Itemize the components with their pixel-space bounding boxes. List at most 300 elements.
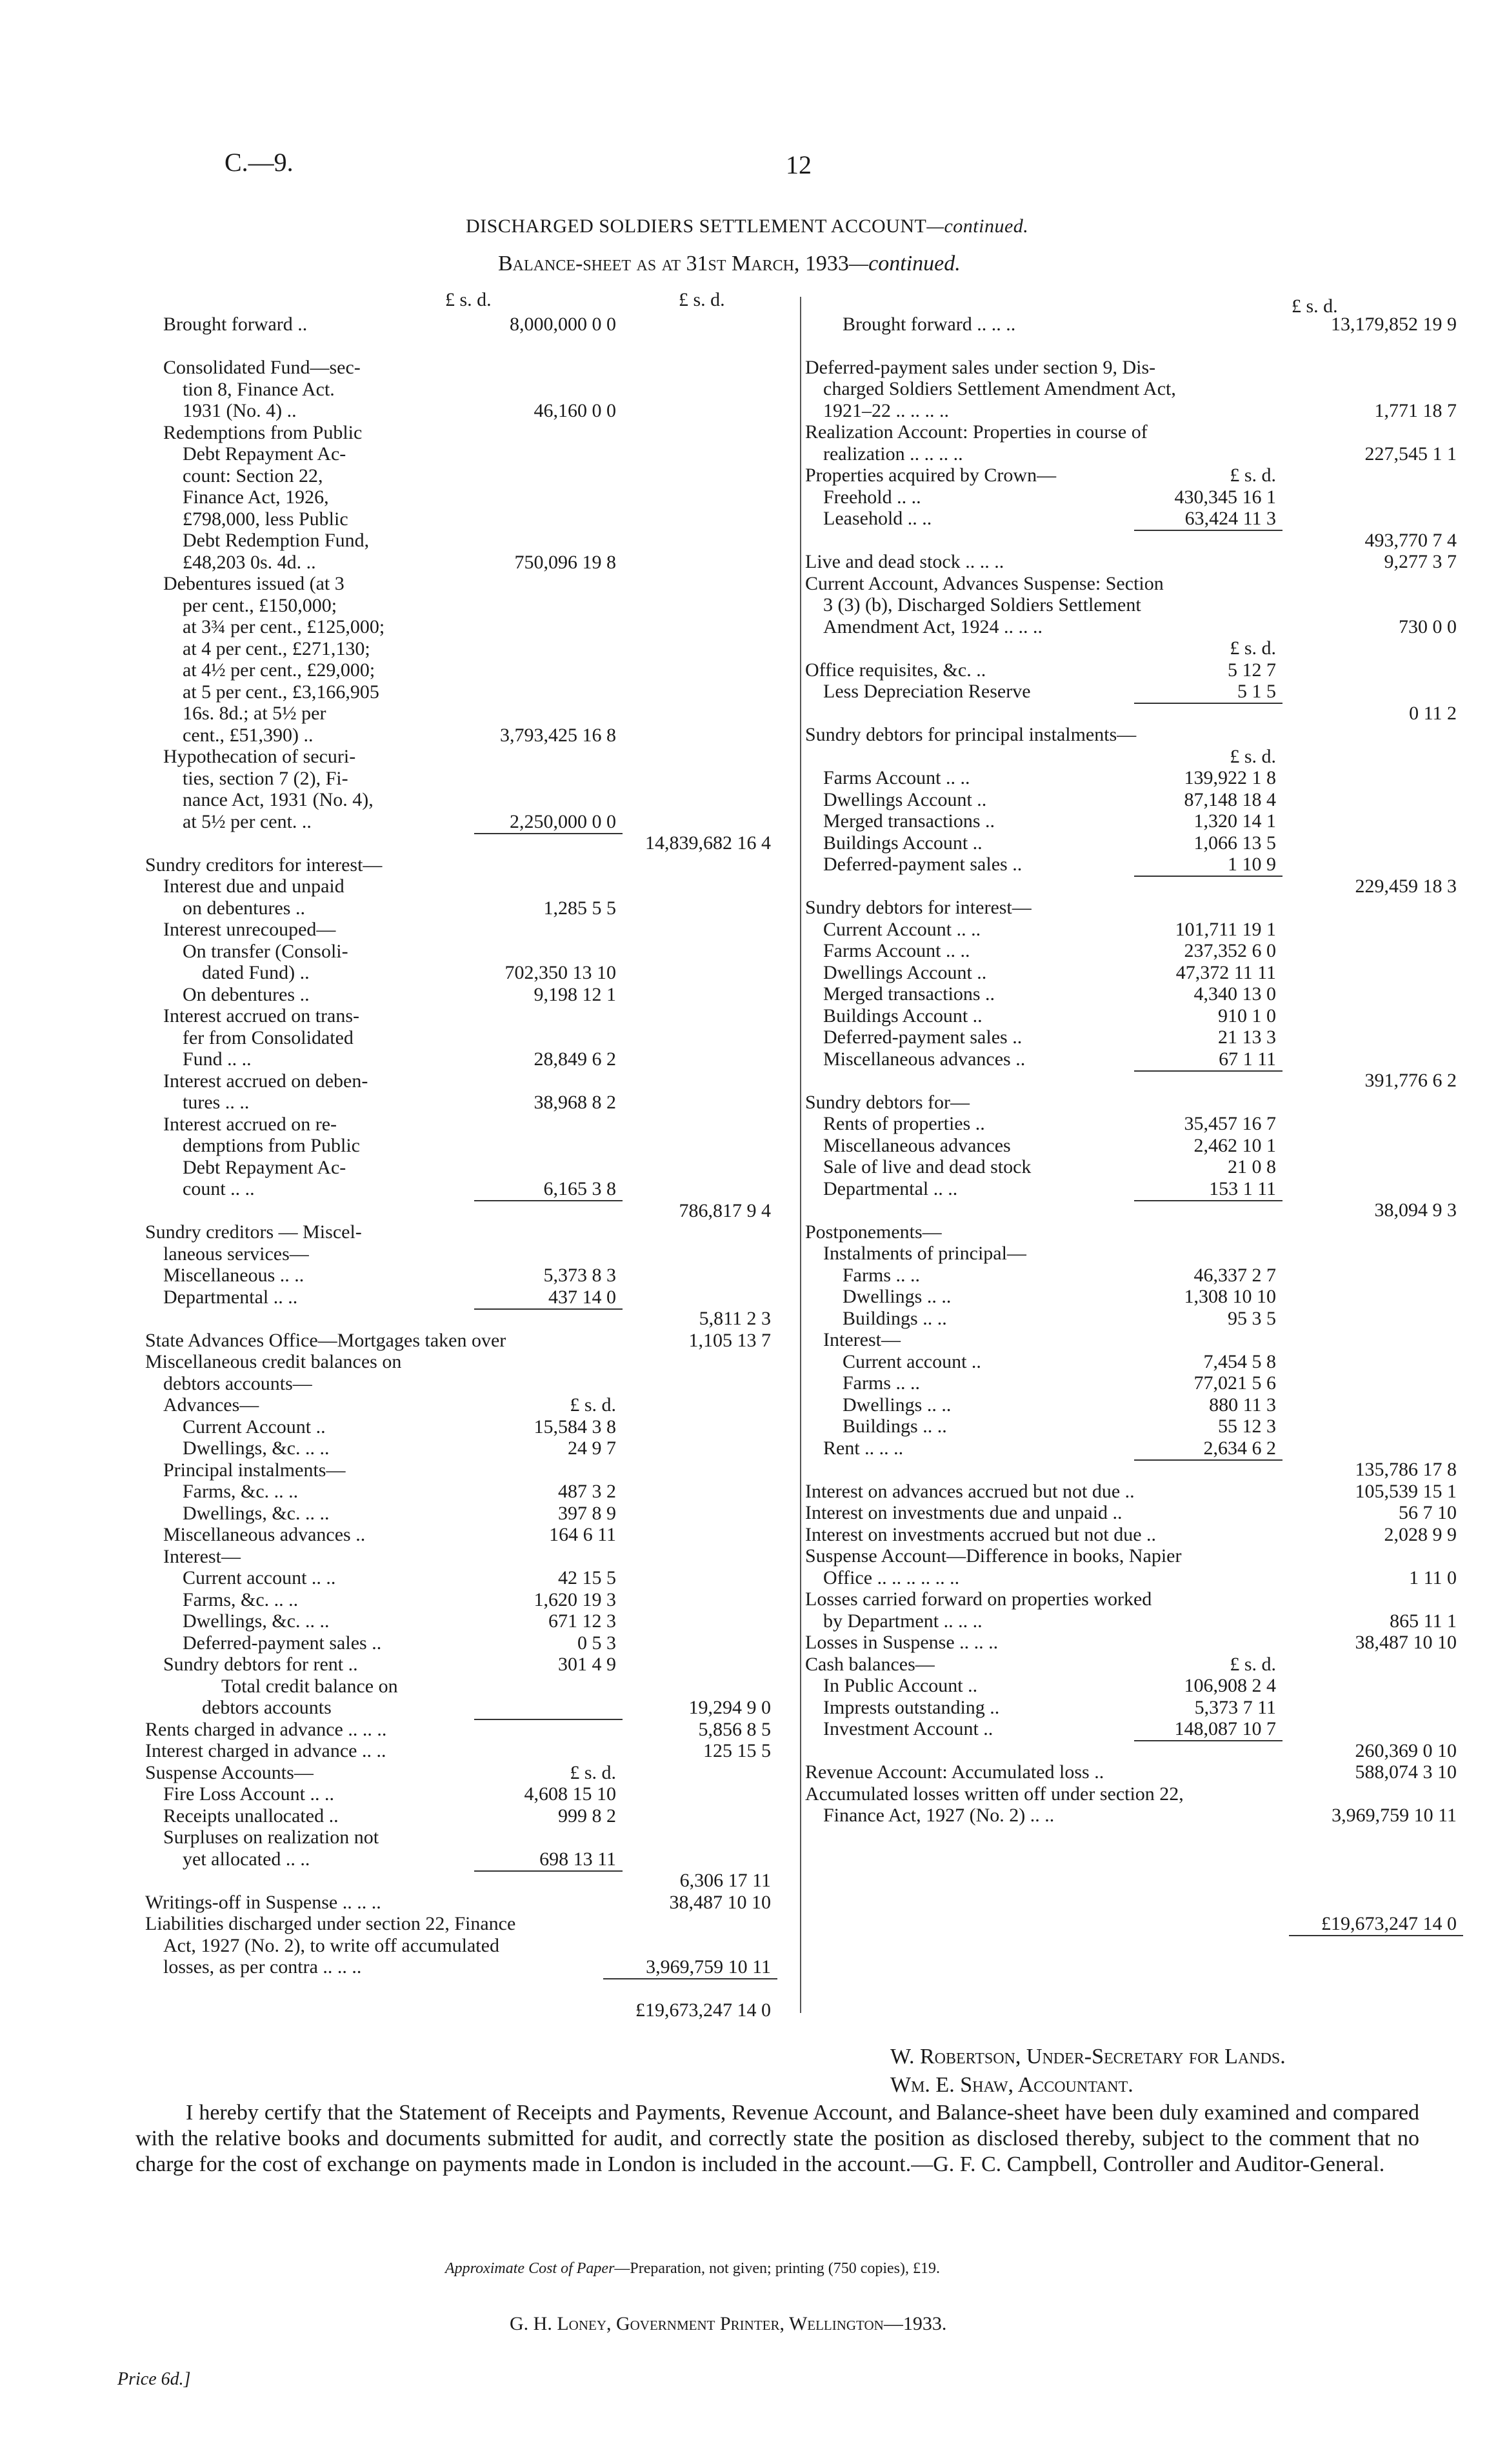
line-label: Debt Repayment Ac- xyxy=(183,1156,346,1178)
line-label: Live and dead stock .. .. .. xyxy=(805,551,1004,572)
right-row xyxy=(805,1135,1489,1157)
line-label: Farms .. .. xyxy=(843,1372,920,1394)
line-label: In Public Account .. xyxy=(823,1675,978,1696)
line-label: Suspense Account—Difference in books, Napier xyxy=(805,1545,1182,1567)
inner-amount: 397 8 9 xyxy=(558,1502,616,1524)
inner-amount: 5 12 7 xyxy=(1228,659,1276,681)
line-label: Rents charged in advance .. .. .. xyxy=(145,1718,387,1740)
left-column-header-1: £ s. d. xyxy=(445,289,492,310)
line-label: Interest on investments due and unpaid .. xyxy=(805,1502,1123,1523)
right-row xyxy=(805,1092,1489,1114)
line-label: Buildings .. .. xyxy=(843,1307,947,1329)
right-row xyxy=(805,919,1489,941)
line-label: losses, as per contra .. .. .. xyxy=(163,1956,362,1978)
right-row xyxy=(805,1740,1489,1762)
left-row xyxy=(145,1437,790,1459)
total-amount: 135,786 17 8 xyxy=(1355,1459,1457,1480)
inner-amount: 153 1 11 xyxy=(1209,1177,1276,1199)
line-label: Deferred-payment sales .. xyxy=(183,1632,382,1654)
line-label: 3 (3) (b), Discharged Soldiers Settlement xyxy=(823,594,1141,616)
line-label: nance Act, 1931 (No. 4), xyxy=(183,789,374,810)
inner-amount: 87,148 18 4 xyxy=(1184,788,1276,810)
line-label: Writings-off in Suspense .. .. .. xyxy=(145,1891,381,1913)
left-row xyxy=(145,1243,790,1265)
total-amount: 1 11 0 xyxy=(1409,1567,1457,1588)
left-row xyxy=(145,1287,790,1308)
line-label: 16s. 8d.; at 5½ per xyxy=(183,703,326,724)
line-label: at 4½ per cent., £29,000; xyxy=(183,659,375,681)
inner-amount: 910 1 0 xyxy=(1218,1005,1276,1027)
line-label: Office .. .. .. .. .. .. xyxy=(823,1567,960,1588)
right-row xyxy=(805,1718,1489,1740)
left-row xyxy=(145,443,790,465)
right-row xyxy=(805,1545,1489,1567)
left-row xyxy=(145,1610,790,1632)
inner-amount: 3,793,425 16 8 xyxy=(500,724,616,746)
inner-amount: 15,584 3 8 xyxy=(534,1416,616,1437)
subtitle-main: Balance-sheet as at 31st March, 1933 xyxy=(498,252,849,275)
inner-amount: 9,198 12 1 xyxy=(534,983,616,1005)
line-label: Total credit balance on xyxy=(221,1675,398,1697)
line-label: Sundry creditors for interest— xyxy=(145,854,383,876)
cost-note xyxy=(445,2260,940,2278)
line-label: Buildings Account .. xyxy=(823,832,983,854)
inner-amount: 46,337 2 7 xyxy=(1193,1264,1276,1286)
right-row xyxy=(805,1048,1489,1070)
line-label: dated Fund) .. xyxy=(202,962,310,983)
inner-amount: 101,711 19 1 xyxy=(1175,918,1276,940)
inner-amount: 21 13 3 xyxy=(1218,1027,1276,1048)
right-row xyxy=(805,1654,1489,1676)
line-label: Merged transactions .. xyxy=(823,810,995,832)
line-label: Advances— xyxy=(163,1394,259,1416)
line-label: Dwellings, &c. .. .. xyxy=(183,1437,330,1459)
inner-amount: £ s. d. xyxy=(1230,745,1276,767)
right-row xyxy=(805,1761,1489,1783)
line-label: Interest due and unpaid xyxy=(163,876,344,897)
inner-amount: 21 0 8 xyxy=(1228,1156,1276,1177)
right-row xyxy=(805,832,1489,854)
line-label: Act, 1927 (No. 2), to write off accumulated xyxy=(163,1934,499,1956)
inner-amount: 437 14 0 xyxy=(548,1286,616,1308)
line-label: Current account .. .. xyxy=(183,1567,336,1588)
total-amount: 56 7 10 xyxy=(1399,1502,1457,1523)
line-label: Farms Account .. .. xyxy=(823,940,970,961)
inner-amount: 7,454 5 8 xyxy=(1203,1350,1276,1372)
right-row xyxy=(805,421,1489,443)
right-row xyxy=(805,357,1489,379)
left-row xyxy=(145,659,790,681)
line-label: cent., £51,390) .. xyxy=(183,724,314,746)
line-label: Liabilities discharged under section 22, Finance xyxy=(145,1913,516,1934)
inner-amount: 702,350 13 10 xyxy=(504,962,616,983)
right-row xyxy=(805,1178,1489,1200)
line-label: Interest accrued on re- xyxy=(163,1113,337,1135)
signature-accountant: Wm. E. Shaw, Accountant. xyxy=(890,2073,1133,2097)
right-row xyxy=(805,594,1489,616)
inner-amount: 95 3 5 xyxy=(1228,1307,1276,1329)
right-row xyxy=(805,1459,1489,1481)
line-label: tures .. .. xyxy=(183,1092,250,1113)
page-subtitle xyxy=(498,252,961,276)
left-row xyxy=(145,941,790,963)
total-amount: 3,969,759 10 11 xyxy=(646,1956,771,1978)
right-row xyxy=(805,1502,1489,1524)
left-row xyxy=(145,1221,790,1243)
line-label: Interest— xyxy=(823,1329,901,1350)
series-code: C.—9. xyxy=(225,148,294,177)
line-label: Finance Act, 1927 (No. 2) .. .. xyxy=(823,1805,1055,1826)
line-label: Dwellings .. .. xyxy=(843,1394,952,1416)
line-label: Current Account, Advances Suspense: Section xyxy=(805,572,1164,594)
right-row xyxy=(805,443,1489,465)
left-row xyxy=(145,1697,790,1719)
line-label: On debentures .. xyxy=(183,983,310,1005)
line-label: Principal instalments— xyxy=(163,1459,346,1481)
line-label: Merged transactions .. xyxy=(823,983,995,1005)
right-row xyxy=(805,703,1489,725)
line-label: Redemptions from Public xyxy=(163,421,363,443)
right-row xyxy=(805,659,1489,681)
total-amount: 0 11 2 xyxy=(1409,702,1457,724)
left-row xyxy=(145,1892,790,1914)
inner-amount: 5,373 7 11 xyxy=(1194,1696,1276,1718)
line-label: Deferred-payment sales .. xyxy=(823,854,1023,875)
left-row xyxy=(145,1978,790,2000)
inner-amount: 237,352 6 0 xyxy=(1184,940,1276,961)
line-label: Rents of properties .. xyxy=(823,1113,985,1134)
line-label: Investment Account .. xyxy=(823,1718,993,1739)
right-row xyxy=(805,854,1489,876)
inner-amount: 750,096 19 8 xyxy=(514,551,616,573)
line-label: Properties acquired by Crown— xyxy=(805,465,1057,486)
total-amount: 125 15 5 xyxy=(703,1740,771,1761)
left-row xyxy=(145,1654,790,1676)
right-row xyxy=(805,1394,1489,1416)
line-label: on debentures .. xyxy=(183,897,305,919)
left-column-header-2: £ s. d. xyxy=(679,289,725,310)
line-label: Interest accrued on trans- xyxy=(163,1005,360,1027)
left-row xyxy=(145,1394,790,1416)
left-row xyxy=(145,962,790,984)
right-row xyxy=(805,573,1489,595)
line-label: Sundry creditors — Miscel- xyxy=(145,1221,362,1243)
right-row xyxy=(805,1697,1489,1719)
right-row xyxy=(805,335,1489,357)
signature-under-secretary: W. Robertson, Under-Secretary for Lands. xyxy=(890,2045,1286,2068)
total-amount: 5,811 2 3 xyxy=(699,1308,771,1329)
right-row xyxy=(805,1891,1489,1913)
left-row xyxy=(145,1178,790,1200)
right-row xyxy=(805,1156,1489,1178)
inner-amount: 47,372 11 11 xyxy=(1175,961,1276,983)
right-row xyxy=(805,1848,1489,1870)
right-row xyxy=(805,1675,1489,1697)
line-label: laneous services— xyxy=(163,1243,309,1265)
right-row xyxy=(805,1027,1489,1048)
line-label: ties, section 7 (2), Fi- xyxy=(183,767,348,789)
page-number: 12 xyxy=(786,150,812,179)
line-label: Buildings Account .. xyxy=(823,1005,983,1027)
inner-amount: £ s. d. xyxy=(1230,465,1276,486)
inner-amount: £ s. d. xyxy=(570,1761,616,1783)
inner-amount: 1,320 14 1 xyxy=(1193,810,1276,832)
right-row xyxy=(805,1113,1489,1135)
left-row xyxy=(145,400,790,422)
left-row xyxy=(145,1092,790,1114)
left-row xyxy=(145,703,790,725)
right-row xyxy=(805,378,1489,400)
left-row xyxy=(145,1589,790,1611)
left-row xyxy=(145,1265,790,1287)
liabilities-column xyxy=(145,314,790,2021)
left-row xyxy=(145,1373,790,1395)
line-label: Realization Account: Properties in course of xyxy=(805,421,1148,443)
inner-amount: 38,968 8 2 xyxy=(534,1092,616,1113)
left-row xyxy=(145,1848,790,1870)
inner-amount: 67 1 11 xyxy=(1219,1048,1276,1070)
line-label: charged Soldiers Settlement Amendment Act, xyxy=(823,378,1176,399)
right-row xyxy=(805,551,1489,573)
left-row xyxy=(145,422,790,444)
right-row xyxy=(805,1070,1489,1092)
line-label: Dwellings Account .. xyxy=(823,788,987,810)
right-row xyxy=(805,637,1489,659)
right-row xyxy=(805,1805,1489,1827)
line-label: by Department .. .. .. xyxy=(823,1610,983,1632)
line-label: debtors accounts— xyxy=(163,1372,312,1394)
line-label: Freehold .. .. xyxy=(823,486,921,508)
right-row xyxy=(805,1913,1489,1935)
right-row xyxy=(805,530,1489,552)
total-amount: 13,179,852 19 9 xyxy=(1331,313,1457,335)
line-label: Fund .. .. xyxy=(183,1048,252,1070)
total-amount: 865 11 1 xyxy=(1390,1610,1457,1632)
cost-note-label: Approximate Cost of Paper xyxy=(445,2260,615,2277)
line-label: Interest on investments accrued but not due .. xyxy=(805,1523,1157,1545)
left-row xyxy=(145,789,790,811)
line-label: Farms .. .. xyxy=(843,1264,920,1286)
right-row xyxy=(805,1588,1489,1610)
right-row xyxy=(805,314,1489,336)
left-row xyxy=(145,595,790,617)
right-row xyxy=(805,1524,1489,1546)
left-row xyxy=(145,1546,790,1568)
total-amount: 588,074 3 10 xyxy=(1355,1761,1457,1783)
right-row xyxy=(805,1351,1489,1373)
line-label: Fire Loss Account .. .. xyxy=(163,1783,334,1805)
left-row xyxy=(145,1070,790,1092)
inner-amount: 1,285 5 5 xyxy=(543,897,616,919)
line-label: 1931 (No. 4) .. xyxy=(183,400,297,421)
right-row xyxy=(805,1243,1489,1265)
right-row xyxy=(805,1416,1489,1437)
line-label: Interest unrecouped— xyxy=(163,919,336,940)
left-row xyxy=(145,1481,790,1503)
line-label: Farms Account .. .. xyxy=(823,767,970,788)
right-row xyxy=(805,616,1489,638)
total-amount: 105,539 15 1 xyxy=(1355,1480,1457,1502)
left-row xyxy=(145,1027,790,1049)
right-row xyxy=(805,681,1489,703)
line-label: Miscellaneous advances .. xyxy=(823,1048,1026,1070)
line-label: Interest on advances accrued but not due .. xyxy=(805,1480,1135,1502)
left-row xyxy=(145,1783,790,1805)
line-label: Debt Repayment Ac- xyxy=(183,443,346,465)
right-row xyxy=(805,962,1489,984)
line-label: at 5½ per cent. .. xyxy=(183,810,312,832)
inner-amount: 148,087 10 7 xyxy=(1174,1718,1276,1739)
total-amount: 9,277 3 7 xyxy=(1384,551,1457,572)
right-column-header: £ s. d. xyxy=(1292,295,1338,317)
total-amount: 730 0 0 xyxy=(1399,616,1457,637)
line-label: Interest charged in advance .. .. xyxy=(145,1740,386,1761)
line-label: Sundry debtors for interest— xyxy=(805,897,1032,918)
inner-amount: 1,308 10 10 xyxy=(1184,1286,1276,1307)
left-row xyxy=(145,1135,790,1157)
left-row xyxy=(145,919,790,941)
total-amount: £19,673,247 14 0 xyxy=(1321,1912,1457,1934)
left-row xyxy=(145,379,790,401)
right-row xyxy=(805,940,1489,962)
left-row xyxy=(145,1805,790,1827)
inner-amount: 8,000,000 0 0 xyxy=(510,314,616,335)
line-label: Interest accrued on deben- xyxy=(163,1070,368,1092)
right-row xyxy=(805,1329,1489,1351)
line-label: tion 8, Finance Act. xyxy=(183,378,335,400)
right-row xyxy=(805,1265,1489,1287)
inner-amount: 42 15 5 xyxy=(558,1567,616,1588)
line-label: Departmental .. .. xyxy=(163,1286,298,1308)
printer-imprint: G. H. Loney, Government Printer, Wellington—1933. xyxy=(510,2313,947,2334)
inner-amount: £ s. d. xyxy=(1230,1653,1276,1675)
line-label: Revenue Account: Accumulated loss .. xyxy=(805,1761,1104,1783)
line-label: Buildings .. .. xyxy=(843,1416,947,1437)
left-row xyxy=(145,1157,790,1179)
line-label: Brought forward .. xyxy=(163,314,308,335)
inner-amount: 671 12 3 xyxy=(548,1610,616,1632)
line-label: at 3¾ per cent., £125,000; xyxy=(183,616,385,637)
left-row xyxy=(145,897,790,919)
line-label: Debentures issued (at 3 xyxy=(163,573,344,594)
line-label: Dwellings .. .. xyxy=(843,1286,952,1307)
right-row xyxy=(805,1221,1489,1243)
left-row xyxy=(145,1330,790,1352)
right-row xyxy=(805,876,1489,897)
left-row xyxy=(145,1956,790,1978)
left-row xyxy=(145,1308,790,1330)
left-row xyxy=(145,1870,790,1892)
left-row xyxy=(145,638,790,660)
right-row xyxy=(805,508,1489,530)
total-amount: 38,487 10 10 xyxy=(1355,1632,1457,1653)
total-amount: 786,817 9 4 xyxy=(679,1199,771,1221)
line-label: Current Account .. .. xyxy=(823,918,981,940)
total-amount: 1,105 13 7 xyxy=(688,1329,771,1351)
left-row xyxy=(145,1762,790,1784)
left-row xyxy=(145,1999,790,2021)
inner-amount: 6,165 3 8 xyxy=(543,1178,616,1199)
total-amount: 260,369 0 10 xyxy=(1355,1739,1457,1761)
left-row xyxy=(145,1935,790,1957)
left-row xyxy=(145,314,790,336)
right-row xyxy=(805,897,1489,919)
total-amount: 493,770 7 4 xyxy=(1364,529,1457,551)
left-row xyxy=(145,1114,790,1136)
inner-amount: 1 10 9 xyxy=(1228,854,1276,875)
left-row xyxy=(145,768,790,790)
inner-amount: 139,922 1 8 xyxy=(1184,767,1276,788)
total-amount: 229,459 18 3 xyxy=(1355,875,1457,897)
line-label: Interest— xyxy=(163,1545,241,1567)
left-row xyxy=(145,1503,790,1525)
inner-amount: 35,457 16 7 xyxy=(1184,1113,1276,1134)
line-label: Brought forward .. .. .. xyxy=(843,313,1016,335)
right-row xyxy=(805,1308,1489,1330)
left-row xyxy=(145,1351,790,1373)
line-label: Leasehold .. .. xyxy=(823,508,932,529)
inner-amount: 301 4 9 xyxy=(558,1654,616,1675)
left-row xyxy=(145,1827,790,1848)
left-row xyxy=(145,357,790,379)
right-row xyxy=(805,1783,1489,1805)
left-row xyxy=(145,508,790,530)
right-row xyxy=(805,1610,1489,1632)
line-label: State Advances Office—Mortgages taken over xyxy=(145,1329,506,1351)
right-row xyxy=(805,789,1489,811)
line-label: £48,203 0s. 4d. .. xyxy=(183,551,316,573)
line-label: Losses in Suspense .. .. .. xyxy=(805,1632,999,1653)
line-label: Dwellings Account .. xyxy=(823,961,987,983)
line-label: Dwellings, &c. .. .. xyxy=(183,1610,330,1632)
left-row xyxy=(145,746,790,768)
line-label: Finance Act, 1926, xyxy=(183,486,329,508)
line-label: Departmental .. .. xyxy=(823,1177,958,1199)
line-label: Dwellings, &c. .. .. xyxy=(183,1502,330,1524)
line-label: Less Depreciation Reserve xyxy=(823,681,1031,702)
line-label: Deferred-payment sales .. xyxy=(823,1027,1023,1048)
line-label: realization .. .. .. .. xyxy=(823,443,963,465)
total-amount: 2,028 9 9 xyxy=(1384,1523,1457,1545)
left-row xyxy=(145,854,790,876)
left-row xyxy=(145,1632,790,1654)
line-label: at 5 per cent., £3,166,905 xyxy=(183,681,379,703)
right-row xyxy=(805,486,1489,508)
column-divider xyxy=(800,297,801,2013)
line-label: Deferred-payment sales under section 9, Dis- xyxy=(805,356,1156,378)
right-row xyxy=(805,1632,1489,1654)
line-label: Surpluses on realization not xyxy=(163,1827,379,1848)
left-row xyxy=(145,573,790,595)
line-label: Farms, &c. .. .. xyxy=(183,1588,299,1610)
left-row xyxy=(145,1524,790,1546)
right-row xyxy=(805,1005,1489,1027)
right-row xyxy=(805,724,1489,746)
total-amount: 391,776 6 2 xyxy=(1364,1070,1457,1091)
line-label: Miscellaneous credit balances on xyxy=(145,1351,402,1372)
left-row xyxy=(145,725,790,746)
left-row xyxy=(145,832,790,854)
page-title xyxy=(466,215,1028,237)
left-row xyxy=(145,681,790,703)
assets-column xyxy=(805,292,1489,1934)
line-label: count .. .. xyxy=(183,1178,255,1199)
price-note: Price 6d.] xyxy=(117,2369,191,2389)
left-row xyxy=(145,1676,790,1698)
line-label: Cash balances— xyxy=(805,1653,935,1675)
line-label: at 4 per cent., £271,130; xyxy=(183,637,370,659)
total-amount: 19,294 9 0 xyxy=(688,1697,771,1718)
